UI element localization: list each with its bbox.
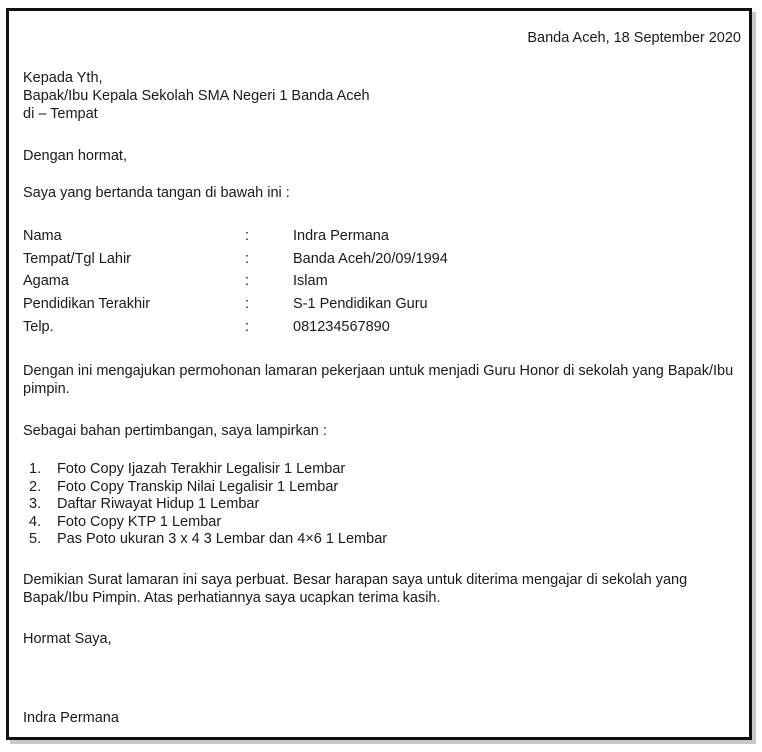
signature-name: Indra Permana bbox=[23, 710, 119, 726]
greeting: Dengan hormat, bbox=[23, 148, 127, 164]
identity-row-phone bbox=[23, 319, 723, 341]
identity-value: Indra Permana bbox=[293, 228, 389, 244]
closing-salutation: Hormat Saya, bbox=[23, 631, 112, 647]
recipient-line-1: Kepada Yth, bbox=[23, 70, 103, 86]
identity-separator: : bbox=[245, 228, 250, 244]
list-item-number: 3. bbox=[29, 496, 42, 512]
identity-row-name bbox=[23, 228, 723, 250]
identity-separator: : bbox=[245, 296, 250, 312]
letter-page bbox=[15, 11, 743, 737]
identity-separator: : bbox=[245, 251, 250, 267]
identity-value: S-1 Pendidikan Guru bbox=[293, 296, 428, 312]
list-item-number: 2. bbox=[29, 478, 42, 495]
recipient-line-3: di – Tempat bbox=[23, 106, 98, 122]
intro-text: Saya yang bertanda tangan di bawah ini : bbox=[23, 185, 290, 201]
identity-label: Nama bbox=[23, 228, 62, 244]
list-item-text: Foto Copy Ijazah Terakhir Legalisir 1 Lembar bbox=[57, 461, 346, 477]
list-item-text: Foto Copy Transkip Nilai Legalisir 1 Lembar bbox=[57, 478, 339, 495]
recipient-line-2: Bapak/Ibu Kepala Sekolah SMA Negeri 1 Banda Aceh bbox=[23, 88, 370, 104]
letter-date: Banda Aceh, 18 September 2020 bbox=[527, 30, 741, 46]
identity-value: 081234567890 bbox=[293, 319, 390, 335]
list-item-number: 5. bbox=[29, 531, 42, 547]
closing-paragraph: Demikian Surat lamaran ini saya perbuat. Besar harapan saya untuk diterima mengajar di sekolah yang Bapak/Ibu Pimpin. Atas perhatiannya saya ucapkan terima kasih. bbox=[23, 572, 688, 606]
attachments-intro: Sebagai bahan pertimbangan, saya lampirkan : bbox=[23, 423, 327, 439]
identity-label: Pendidikan Terakhir bbox=[23, 296, 151, 312]
identity-row-education bbox=[23, 296, 723, 318]
letter-frame bbox=[6, 8, 752, 740]
list-item-text: Pas Poto ukuran 3 x 4 3 Lembar dan 4×6 1 Lembar bbox=[57, 531, 388, 547]
identity-row-religion bbox=[23, 273, 723, 295]
list-item-number: 4. bbox=[29, 513, 42, 530]
identity-label: Telp. bbox=[23, 319, 54, 335]
identity-separator: : bbox=[245, 273, 250, 289]
list-item-text: Daftar Riwayat Hidup 1 Lembar bbox=[57, 496, 260, 512]
identity-value: Banda Aceh/20/09/1994 bbox=[293, 251, 448, 267]
identity-label: Agama bbox=[23, 273, 69, 289]
identity-row-birth bbox=[23, 251, 723, 273]
identity-label: Tempat/Tgl Lahir bbox=[23, 251, 131, 267]
list-item-text: Foto Copy KTP 1 Lembar bbox=[57, 513, 222, 530]
identity-separator: : bbox=[245, 319, 250, 335]
identity-value: Islam bbox=[293, 273, 328, 289]
body-paragraph: Dengan ini mengajukan permohonan lamaran pekerjaan untuk menjadi Guru Honor di sekolah yang Bapak/Ibu pimpin. bbox=[23, 363, 734, 397]
list-item-number: 1. bbox=[29, 461, 42, 477]
